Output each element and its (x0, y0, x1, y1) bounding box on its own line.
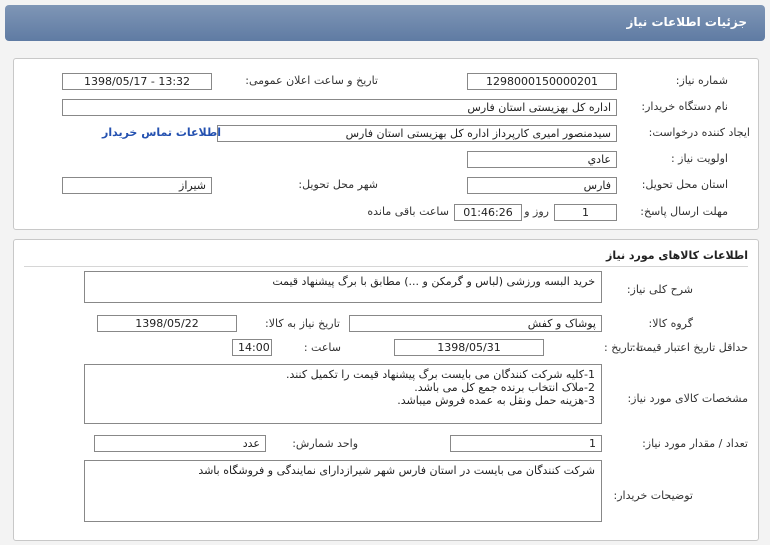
announce-field: 1398/05/17 - 13:32 (62, 73, 212, 90)
summary-field: خرید البسه ورزشی (لباس و گرمکن و ...) مطابق با برگ پیشنهاد قیمت (84, 271, 602, 303)
hour-field: 14:00 (232, 339, 272, 356)
hour-label: ساعت : (303, 341, 341, 354)
goods-info-panel (13, 239, 759, 541)
contact-info-link[interactable]: اطلاعات تماس خریدار (102, 126, 222, 139)
deadline-time-suffix: ساعت باقی مانده (367, 205, 449, 218)
page-title: جزئیات اطلاعات نیاز (626, 15, 747, 29)
qty-label: تعداد / مقدار مورد نیاز: (642, 437, 748, 450)
deadline-days-field: 1 (554, 204, 617, 221)
creator-field: سیدمنصور امیری کارپرداز اداره کل بهزیستی استان فارس (217, 125, 617, 142)
buyer-label: نام دستگاه خریدار: (641, 100, 728, 113)
province-label: استان محل تحویل: (641, 178, 728, 191)
need-date-field: 1398/05/22 (97, 315, 237, 332)
need-number-label: شماره نیاز: (675, 74, 728, 87)
goods-section-title: اطلاعات کالاهای مورد نیاز (606, 249, 748, 262)
creator-label: ایجاد کننده درخواست: (648, 126, 750, 139)
to-date-field: 1398/05/31 (394, 339, 544, 356)
priority-field: عادي (467, 151, 617, 168)
specs-line-2: 2-ملاک انتخاب برنده جمع کل می باشد. (414, 381, 595, 394)
to-date-label: تا تاریخ : (604, 341, 643, 354)
specs-line-3: 3-هزینه حمل ونقل به عمده فروش میباشد. (397, 394, 595, 407)
group-label: گروه کالا: (648, 317, 693, 330)
buyer-field: اداره کل بهزیستی استان فارس (62, 99, 617, 116)
priority-label: اولویت نیاز : (670, 152, 728, 165)
buyer-notes-label: توضیحات خریدار: (613, 489, 693, 502)
deadline-label: مهلت ارسال پاسخ: (640, 205, 728, 218)
announce-label: تاریخ و ساعت اعلان عمومی: (245, 74, 378, 87)
need-number-field: 1298000150000201 (467, 73, 617, 90)
page-header (5, 5, 765, 41)
need-info-panel (13, 58, 759, 230)
buyer-notes-field: شرکت کنندگان می بایست در استان فارس شهر شیرازدارای نمایندگی و فروشگاه باشد (84, 460, 602, 522)
unit-field: عدد (94, 435, 266, 452)
province-field: فارس (467, 177, 617, 194)
specs-label: مشخصات کالای مورد نیاز: (627, 392, 748, 405)
city-label: شهر محل تحویل: (298, 178, 378, 191)
validity-label: حداقل تاریخ اعتبار قیمت: (632, 341, 748, 354)
need-date-label: تاریخ نیاز به کالا: (265, 317, 340, 330)
specs-line-1: 1-کلیه شرکت کنندگان می بایست برگ پیشنهاد قیمت را تکمیل کنند. (285, 368, 595, 381)
specs-field (84, 364, 602, 424)
deadline-days-suffix: روز و (524, 205, 549, 218)
deadline-time-field: 01:46:26 (454, 204, 522, 221)
unit-label: واحد شمارش: (292, 437, 358, 450)
summary-label: شرح کلی نیاز: (626, 283, 693, 296)
city-field: شیراز (62, 177, 212, 194)
section-divider (24, 266, 748, 267)
group-field: پوشاک و کفش (349, 315, 602, 332)
qty-field: 1 (450, 435, 602, 452)
